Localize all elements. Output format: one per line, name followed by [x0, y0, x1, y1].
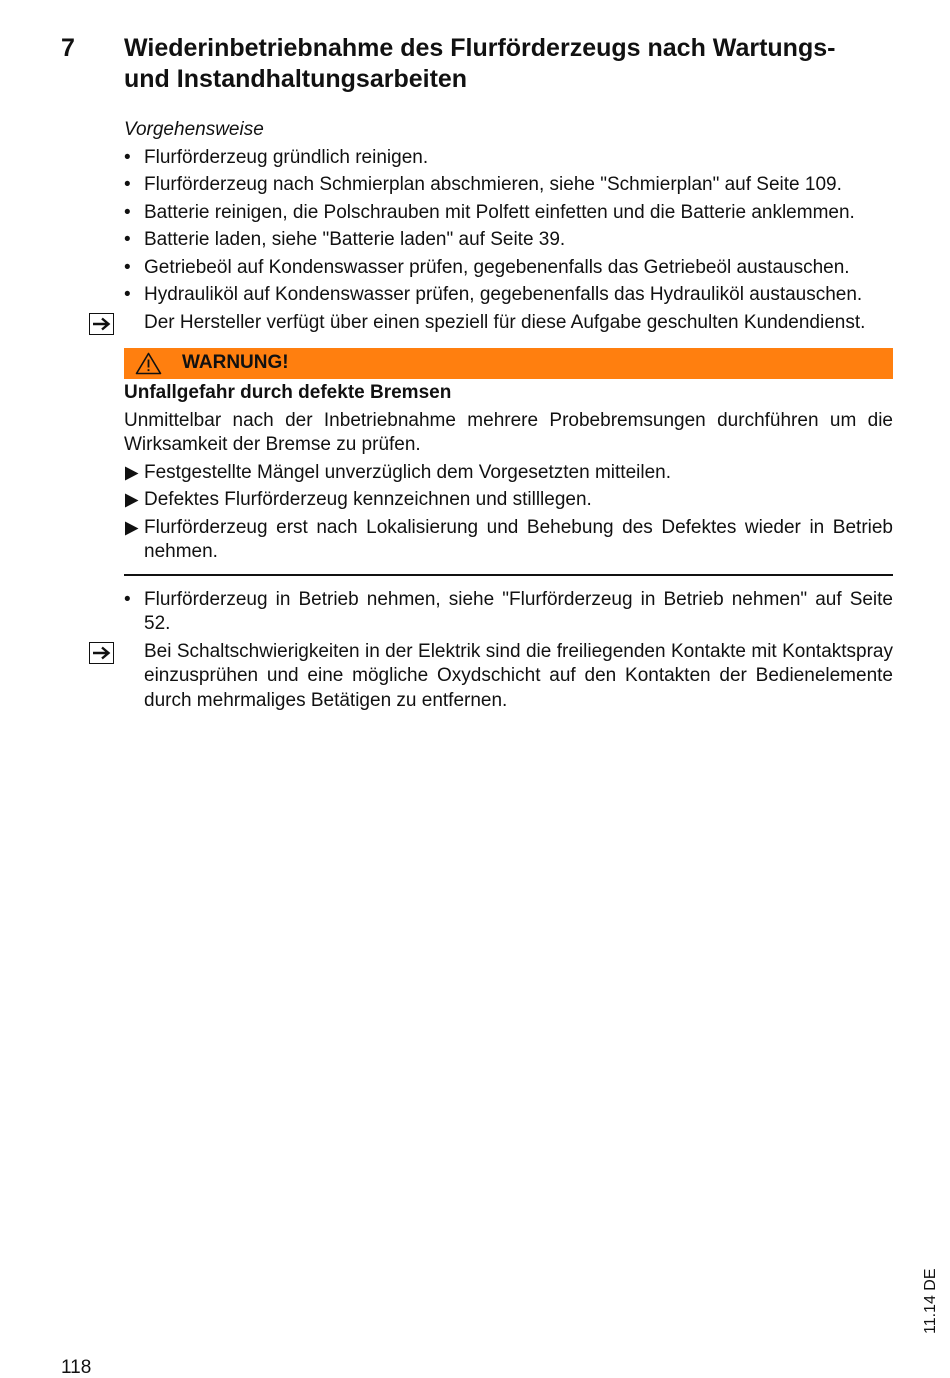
note-text: Der Hersteller verfügt über einen speziell für diese Aufgabe geschulten Kundendienst. [144, 311, 866, 333]
warning-subtitle: Unfallgefahr durch defekte Bremsen [124, 382, 452, 403]
action-arrow-icon [124, 493, 139, 508]
list-item: • Flurförderzeug gründlich reinigen. [124, 146, 893, 171]
bullet-icon: • [124, 588, 131, 610]
list-item: • Getriebeöl auf Kondenswasser prüfen, gegebenenfalls das Getriebeöl austauschen. [124, 256, 893, 281]
bullet-icon: • [124, 229, 131, 250]
warning-actions [124, 461, 893, 565]
note-text: Bei Schaltschwierigkeiten in der Elektrik sind die freiliegenden Kontakte mit Kontaktspray einzusprühen und eine mögliche Oxydschicht auf den Kontakten der Bedienelemente durch mehrmaliges Betätigen zu entfernen. [144, 640, 893, 711]
list-item: • Hydrauliköl auf Kondenswasser prüfen, gegebenenfalls das Hydrauliköl austauschen. [124, 283, 893, 308]
chapter-title: Wiederinbetriebnahme des Flurförderzeugs nach Wartungs- und Instandhaltungsarbeiten [124, 34, 836, 93]
bullet-icon: • [124, 284, 131, 305]
note-arrow-icon [89, 313, 114, 335]
final-steps [124, 588, 893, 637]
warning-divider [124, 574, 893, 576]
page-number: 118 [61, 1357, 92, 1378]
procedure-label: Vorgehensweise [124, 119, 264, 140]
warning-triangle-icon [135, 352, 162, 375]
note-service [124, 311, 893, 336]
list-item: Festgestellte Mängel unverzüglich dem Vorgesetzten mitteilen. [124, 461, 893, 486]
chapter-number: 7 [61, 34, 75, 62]
action-arrow-icon [124, 521, 139, 536]
bullet-icon: • [124, 174, 131, 195]
warning-text: Unmittelbar nach der Inbetriebnahme mehrere Probebremsungen durchführen um die Wirksamkeit der Bremse zu prüfen. [124, 409, 893, 455]
list-item: • Batterie reinigen, die Polschrauben mit Polfett einfetten und die Batterie anklemmen. [124, 201, 893, 226]
bullet-icon: • [124, 201, 131, 223]
list-item: • Batterie laden, siehe "Batterie laden" auf Seite 39. [124, 228, 893, 253]
warning-header [124, 348, 893, 379]
note-arrow-icon [89, 642, 114, 664]
list-item: • Flurförderzeug nach Schmierplan abschmieren, siehe "Schmierplan" auf Seite 109. [124, 173, 893, 198]
action-arrow-icon [124, 466, 139, 481]
bullet-icon: • [124, 256, 131, 278]
bullet-icon: • [124, 146, 131, 168]
list-item: Flurförderzeug erst nach Lokalisierung und Behebung des Defektes wieder in Betrieb nehmen. [124, 516, 893, 565]
edition-label: 11.14 DE [922, 1268, 939, 1334]
warning-label: WARNUNG! [182, 352, 289, 374]
note-contacts [124, 640, 893, 714]
procedure-steps [124, 146, 893, 308]
page-content [124, 118, 893, 716]
list-item: Defektes Flurförderzeug kennzeichnen und stilllegen. [124, 488, 893, 513]
list-item: • Flurförderzeug in Betrieb nehmen, siehe "Flurförderzeug in Betrieb nehmen" auf Seite 52. [124, 588, 893, 634]
